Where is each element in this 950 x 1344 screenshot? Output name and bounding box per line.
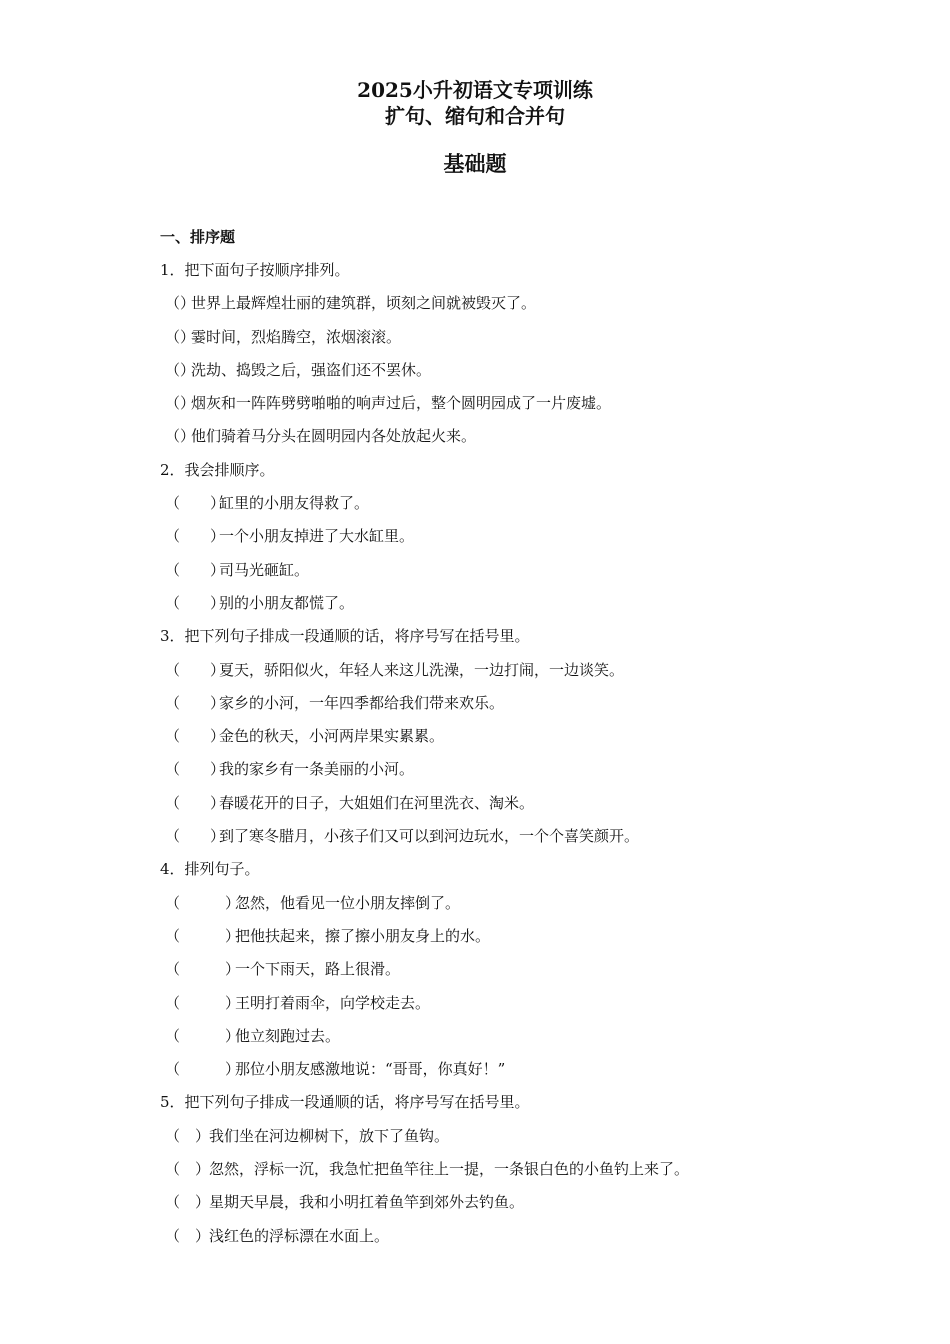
answer-blank[interactable]: （ ） [165, 960, 241, 979]
answer-blank[interactable]: （ ） [165, 1226, 211, 1245]
answer-blank[interactable]: （ ） [165, 727, 226, 746]
answer-blank[interactable]: （ ） [165, 760, 226, 779]
sentence-text: 王明打着雨伞，向学校走去。 [235, 993, 431, 1012]
sentence-item [160, 691, 880, 724]
question-prompt: 2．我会排顺序。 [160, 460, 275, 479]
sentence-item [160, 757, 880, 790]
answer-blank[interactable]: （） [165, 360, 196, 379]
sentence-text: 那位小朋友感激地说：“哥哥，你真好！” [235, 1060, 506, 1079]
answer-blank[interactable]: （ ） [165, 494, 226, 513]
sentence-text: 他立刻跑过去。 [235, 1026, 341, 1045]
sentence-item [160, 424, 880, 457]
answer-blank[interactable]: （ ） [165, 527, 226, 546]
answer-blank[interactable]: （） [165, 327, 196, 346]
sentence-item [160, 1024, 880, 1057]
sentence-text: 一个小朋友掉进了大水缸里。 [219, 527, 415, 546]
sentence-text: 缸里的小朋友得救了。 [219, 494, 370, 513]
answer-blank[interactable]: （ ） [165, 593, 226, 612]
answer-blank[interactable]: （ ） [165, 827, 226, 846]
answer-blank[interactable]: （ ） [165, 560, 226, 579]
sentence-item [160, 325, 880, 358]
answer-blank[interactable]: （ ） [165, 1160, 211, 1179]
sentence-item [160, 558, 880, 591]
sentence-item [160, 924, 880, 957]
question-prompt: 1．把下面句子按顺序排列。 [160, 261, 350, 279]
sentence-item [160, 724, 880, 757]
sentence-item [160, 1057, 880, 1090]
answer-blank[interactable]: （ ） [165, 1060, 241, 1079]
difficulty-heading: 基础题 [443, 151, 507, 176]
sentence-item [160, 791, 880, 824]
sentence-text: 我们坐在河边柳树下，放下了鱼钩。 [209, 1126, 450, 1145]
sentence-item [160, 391, 880, 424]
answer-blank[interactable]: （ ） [165, 993, 241, 1012]
sentence-item [160, 824, 880, 857]
sentence-item [160, 1124, 880, 1157]
answer-blank[interactable]: （ ） [165, 693, 226, 712]
sentence-text: 一个下雨天，路上很滑。 [235, 960, 401, 979]
sentence-text: 星期天早晨，我和小明扛着鱼竿到郊外去钓鱼。 [209, 1193, 525, 1212]
sentence-text: 家乡的小河，一年四季都给我们带来欢乐。 [219, 693, 505, 712]
sentence-item [160, 991, 880, 1024]
sentence-text: 到了寒冬腊月，小孩子们又可以到河边玩水，一个个喜笑颜开。 [219, 827, 640, 846]
question-list [160, 258, 880, 1257]
answer-blank[interactable]: （） [165, 294, 196, 313]
sentence-text: 霎时间，烈焰腾空，浓烟滚滚。 [191, 327, 402, 346]
question-prompt: 4．排列句子。 [160, 860, 260, 879]
answer-blank[interactable]: （ ） [165, 660, 226, 679]
sentence-text: 烟灰和一阵阵劈劈啪啪的响声过后，整个圆明园成了一片废墟。 [191, 394, 612, 413]
sentence-text: 别的小朋友都慌了。 [219, 593, 355, 612]
question-prompt: 3．把下列句子排成一段通顺的话，将序号写在括号里。 [160, 627, 530, 646]
sentence-text: 忽然，他看见一位小朋友摔倒了。 [235, 893, 461, 912]
document-title: 2025小升初语文专项训练 [357, 78, 593, 102]
sentence-text: 忽然，浮标一沉，我急忙把鱼竿往上一提，一条银白色的小鱼钓上来了。 [209, 1160, 690, 1179]
sentence-item [160, 957, 880, 990]
sentence-text: 世界上最辉煌壮丽的建筑群，顷刻之间就被毁灭了。 [191, 294, 537, 313]
sentence-item [160, 658, 880, 691]
answer-blank[interactable]: （） [165, 394, 196, 413]
sentence-item [160, 358, 880, 391]
sentence-item [160, 1157, 880, 1190]
sentence-item [160, 891, 880, 924]
sentence-text: 他们骑着马分头在圆明园内各处放起火来。 [191, 427, 477, 446]
sentence-text: 浅红色的浮标漂在水面上。 [209, 1226, 390, 1245]
section-heading: 一、排序题 [160, 228, 236, 246]
sentence-text: 我的家乡有一条美丽的小河。 [219, 760, 415, 779]
sentence-text: 春暖花开的日子，大姐姐们在河里洗衣、淘米。 [219, 793, 535, 812]
sentence-text: 洗劫、捣毁之后，强盗们还不罢休。 [191, 360, 432, 379]
document-subtitle: 扩句、缩句和合并句 [385, 104, 565, 128]
sentence-text: 夏天，骄阳似火，年轻人来这儿洗澡，一边打闹，一边谈笑。 [219, 660, 625, 679]
answer-blank[interactable]: （） [165, 427, 196, 446]
answer-blank[interactable]: （ ） [165, 793, 226, 812]
sentence-item [160, 491, 880, 524]
sentence-text: 司马光砸缸。 [219, 560, 310, 579]
sentence-item [160, 1224, 880, 1257]
question-prompt: 5．把下列句子排成一段通顺的话，将序号写在括号里。 [160, 1093, 530, 1112]
sentence-item [160, 591, 880, 624]
sentence-text: 把他扶起来，擦了擦小朋友身上的水。 [235, 926, 491, 945]
answer-blank[interactable]: （ ） [165, 926, 241, 945]
sentence-item [160, 1190, 880, 1223]
sentence-text: 金色的秋天，小河两岸果实累累。 [219, 727, 445, 746]
answer-blank[interactable]: （ ） [165, 1126, 211, 1145]
sentence-item [160, 291, 880, 324]
answer-blank[interactable]: （ ） [165, 1193, 211, 1212]
sentence-item [160, 524, 880, 557]
answer-blank[interactable]: （ ） [165, 1026, 241, 1045]
answer-blank[interactable]: （ ） [165, 893, 241, 912]
